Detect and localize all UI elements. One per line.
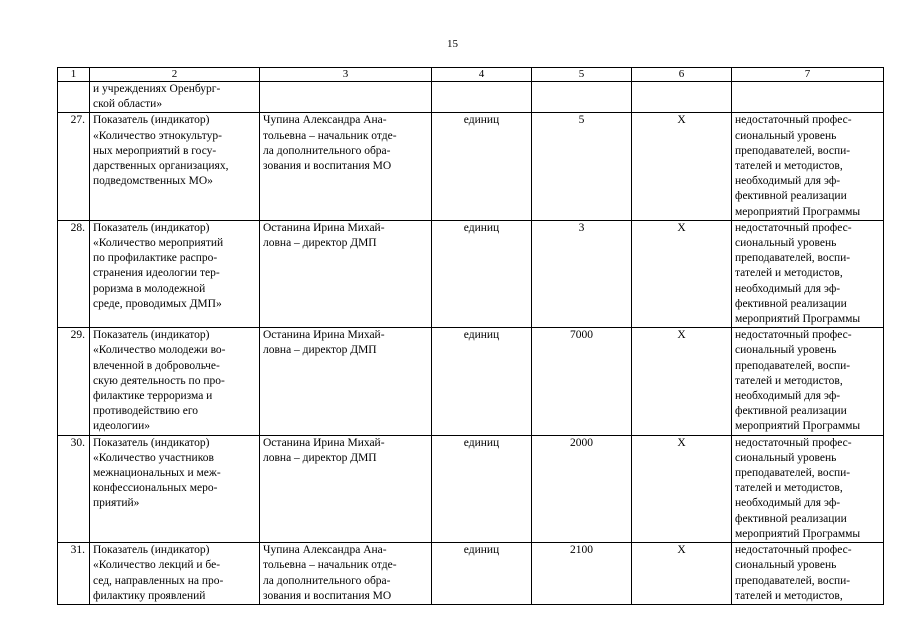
indicator-line: среде, проводимых ДМП»: [93, 297, 222, 310]
risk-cell: [732, 328, 884, 435]
indicator-cell: [90, 113, 260, 220]
risk-line: недостаточный профес-: [735, 436, 852, 449]
responsible-line: ловна – директор ДМП: [263, 451, 377, 464]
risk-line: недостаточный профес-: [735, 544, 852, 557]
responsible-line: Чупина Александра Ана-: [263, 114, 387, 127]
risk-line: недостаточный профес-: [735, 114, 852, 127]
risk-line: фективной реализации: [735, 512, 847, 525]
indicator-line: конфессиональных меро-: [93, 482, 218, 495]
empty-cell: [260, 82, 432, 113]
responsible-cell: [260, 328, 432, 435]
column-header: 5: [532, 68, 632, 82]
empty-cell: [532, 82, 632, 113]
empty-cell: [58, 82, 90, 113]
row-number: 28.: [58, 220, 90, 327]
indicator-line: Показатель (индикатор): [93, 221, 210, 234]
indicator-line: «Количество лекций и бе-: [93, 559, 221, 572]
mark-cell: Х: [632, 113, 732, 220]
table-row: [58, 220, 884, 327]
responsible-line: зования и воспитания МО: [263, 160, 392, 173]
indicator-line: подведомственных МО»: [93, 175, 213, 188]
indicator-line: «Количество участников: [93, 451, 214, 464]
indicator-line: странения идеологии тер-: [93, 267, 220, 280]
indicator-line: ных мероприятий в госу-: [93, 144, 217, 157]
indicator-line: филактике терроризма и: [93, 390, 213, 403]
risk-line: тателей и методистов,: [735, 267, 843, 280]
risk-line: преподавателей, воспи-: [735, 252, 851, 265]
responsible-line: Останина Ирина Михай-: [263, 329, 385, 342]
column-header: 6: [632, 68, 732, 82]
indicator-line: скую деятельность по про-: [93, 374, 225, 387]
indicator-cell: [90, 82, 260, 113]
indicator-line: Показатель (индикатор): [93, 114, 210, 127]
value-cell: 5: [532, 113, 632, 220]
indicator-line: противодействию его: [93, 405, 199, 418]
responsible-cell: [260, 543, 432, 605]
unit-cell: единиц: [432, 328, 532, 435]
row-number: 27.: [58, 113, 90, 220]
risk-line: тателей и методистов,: [735, 589, 843, 602]
risk-line: мероприятий Программы: [735, 313, 861, 326]
indicator-line: влеченной в добровольче-: [93, 359, 220, 372]
responsible-line: ла дополнительного обра-: [263, 574, 391, 587]
column-header: 3: [260, 68, 432, 82]
responsible-cell: [260, 113, 432, 220]
risk-cell: [732, 543, 884, 605]
indicator-line: филактику проявлений: [93, 589, 206, 602]
responsible-line: зования и воспитания МО: [263, 589, 392, 602]
column-header: 7: [732, 68, 884, 82]
indicator-line: «Количество мероприятий: [93, 237, 224, 250]
risk-line: сиональный уровень: [735, 344, 837, 357]
mark-cell: Х: [632, 328, 732, 435]
indicator-line: «Количество этнокультур-: [93, 129, 222, 142]
unit-cell: единиц: [432, 435, 532, 542]
value-cell: 2000: [532, 435, 632, 542]
risk-line: преподавателей, воспи-: [735, 574, 851, 587]
risk-line: недостаточный профес-: [735, 329, 852, 342]
table-row: [58, 543, 884, 605]
indicators-table: [57, 67, 884, 605]
indicator-line: и учреждениях Оренбург-: [93, 83, 221, 95]
risk-line: преподавателей, воспи-: [735, 144, 851, 157]
value-cell: 3: [532, 220, 632, 327]
indicator-cell: [90, 435, 260, 542]
continuation-row: [58, 82, 884, 113]
risk-line: сиональный уровень: [735, 451, 837, 464]
risk-line: мероприятий Программы: [735, 527, 861, 540]
responsible-line: ловна – директор ДМП: [263, 344, 377, 357]
indicator-line: Показатель (индикатор): [93, 329, 210, 342]
indicator-line: «Количество молодежи во-: [93, 344, 226, 357]
risk-line: необходимый для эф-: [735, 175, 841, 188]
risk-line: фективной реализации: [735, 405, 847, 418]
risk-line: фективной реализации: [735, 190, 847, 203]
responsible-cell: [260, 220, 432, 327]
responsible-line: Чупина Александра Ана-: [263, 544, 387, 557]
risk-line: сиональный уровень: [735, 237, 837, 250]
page-number: 15: [447, 38, 458, 50]
indicator-line: Показатель (индикатор): [93, 544, 210, 557]
table-header-row: [58, 68, 884, 82]
mark-cell: Х: [632, 220, 732, 327]
risk-line: недостаточный профес-: [735, 221, 852, 234]
risk-line: преподавателей, воспи-: [735, 467, 851, 480]
risk-line: фективной реализации: [735, 297, 847, 310]
risk-line: тателей и методистов,: [735, 482, 843, 495]
unit-cell: единиц: [432, 113, 532, 220]
responsible-line: тольевна – начальник отде-: [263, 129, 397, 142]
table-row: [58, 328, 884, 435]
risk-cell: [732, 435, 884, 542]
risk-line: сиональный уровень: [735, 559, 837, 572]
column-header: 2: [90, 68, 260, 82]
indicator-cell: [90, 543, 260, 605]
indicator-line: ской области»: [93, 98, 163, 111]
indicator-line: сед, направленных на про-: [93, 574, 224, 587]
row-number: 29.: [58, 328, 90, 435]
risk-cell: [732, 113, 884, 220]
risk-line: необходимый для эф-: [735, 497, 841, 510]
empty-cell: [732, 82, 884, 113]
responsible-line: ла дополнительного обра-: [263, 144, 391, 157]
responsible-line: ловна – директор ДМП: [263, 237, 377, 250]
indicator-line: по профилактике распро-: [93, 252, 218, 265]
unit-cell: единиц: [432, 220, 532, 327]
value-cell: 2100: [532, 543, 632, 605]
unit-cell: единиц: [432, 543, 532, 605]
row-number: 31.: [58, 543, 90, 605]
empty-cell: [632, 82, 732, 113]
indicator-line: Показатель (индикатор): [93, 436, 210, 449]
risk-line: тателей и методистов,: [735, 160, 843, 173]
risk-line: необходимый для эф-: [735, 390, 841, 403]
risk-cell: [732, 220, 884, 327]
indicator-line: дарственных организациях,: [93, 160, 229, 173]
mark-cell: Х: [632, 543, 732, 605]
row-number: 30.: [58, 435, 90, 542]
indicator-line: роризма в молодежной: [93, 282, 206, 295]
table-row: [58, 113, 884, 220]
indicator-line: идеологии»: [93, 420, 150, 433]
risk-line: мероприятий Программы: [735, 205, 861, 218]
risk-line: необходимый для эф-: [735, 282, 841, 295]
empty-cell: [432, 82, 532, 113]
responsible-line: Останина Ирина Михай-: [263, 221, 385, 234]
responsible-line: тольевна – начальник отде-: [263, 559, 397, 572]
risk-line: тателей и методистов,: [735, 374, 843, 387]
responsible-cell: [260, 435, 432, 542]
mark-cell: Х: [632, 435, 732, 542]
value-cell: 7000: [532, 328, 632, 435]
indicator-line: межнациональных и меж-: [93, 467, 221, 480]
column-header: 4: [432, 68, 532, 82]
table-row: [58, 435, 884, 542]
indicator-cell: [90, 328, 260, 435]
risk-line: сиональный уровень: [735, 129, 837, 142]
risk-line: мероприятий Программы: [735, 420, 861, 433]
risk-line: преподавателей, воспи-: [735, 359, 851, 372]
indicator-cell: [90, 220, 260, 327]
indicator-line: приятий»: [93, 497, 140, 510]
responsible-line: Останина Ирина Михай-: [263, 436, 385, 449]
column-header: 1: [58, 68, 90, 82]
